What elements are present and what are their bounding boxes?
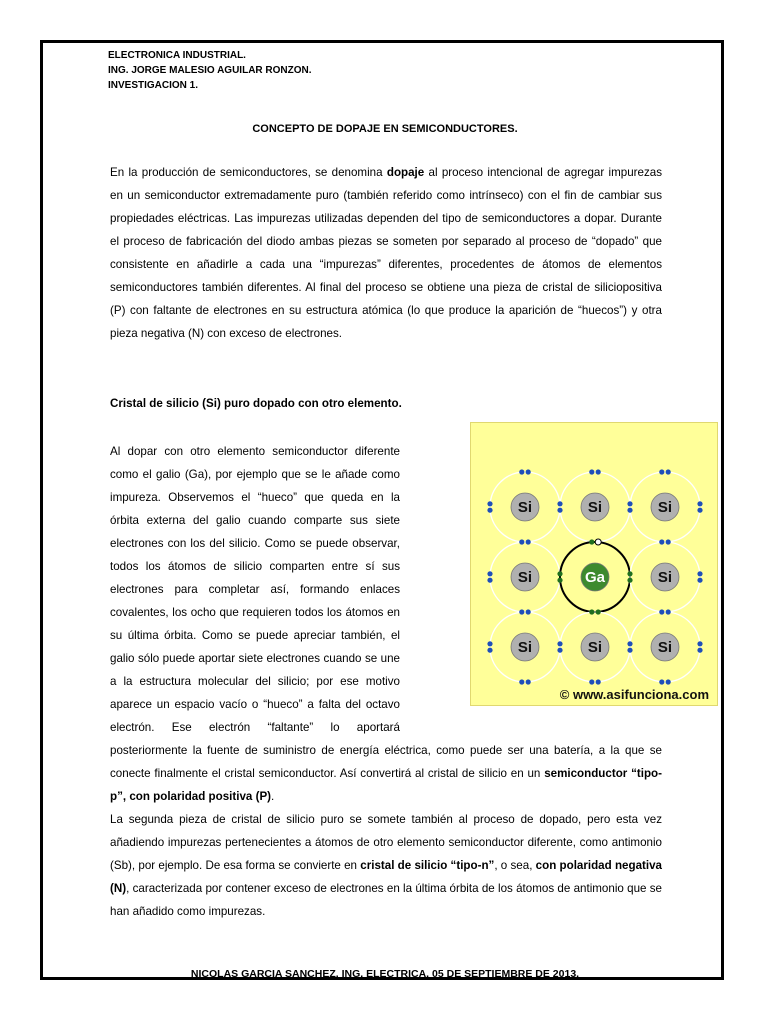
electron-pair [557,648,562,653]
document-title: CONCEPTO DE DOPAJE EN SEMICONDUCTORES. [252,123,518,135]
intro-bold-term: dopaje [386,166,425,179]
silicon-label: Si [657,499,673,516]
electron-pair [519,469,524,474]
silicon-label: Si [657,639,673,656]
silicon-label: Si [657,569,673,586]
electron-pair [526,469,531,474]
electron-pair [627,501,632,506]
silicon-lattice-figure [470,422,718,706]
electron-pair [519,679,524,684]
antimonio-text-mid: , o sea, [494,859,536,872]
ga-bond-electron-pair [589,609,594,614]
electron-pair [659,679,664,684]
ga-bond-electron-pair [596,609,601,614]
electron-pair [487,501,492,506]
galio-label: Ga [584,569,606,586]
intro-text-start: En la producción de semiconductores, se denomina [110,166,387,179]
galio-text: Al dopar con otro elemento semiconductor diferente como el galio (Ga), por ejemplo que se le añade como impureza. Observemos el “hueco” que queda en la órbita externa del galio cuando comparte sus siete electrones con los del silicio. Como se puede observar, todos los átomos de silicio comparten entre sí sus electrones para completar así, formando enlaces covalentes, los ocho que requieren todos los átomos en su última órbita. Como se puede apreciar también, el galio sólo puede aportar siete electrones cuando se une a la estructura molecular del silicio; por ese motivo aparece un espacio vacío o “hueco” a falta del octavo electrón. Ese electrón “faltante” lo aportará posteriormente la fuente de suministro de energía eléctrica, como puede ser una batería, a la que se conecte finalmente el cristal semiconductor. Así convertirá al cristal de silicio en un [110,445,662,780]
hole-marker [595,539,601,545]
antimonio-text-end: , caracterizada por contener exceso de electrones en la última órbita de los átomos de antimonio que se han añadido como impurezas. [110,882,662,918]
paragraph-doping-antimonio [110,808,662,923]
electron-pair [659,469,664,474]
antimonio-bold-type-n: cristal de silicio “tipo-n” [360,859,495,872]
silicon-label: Si [587,639,603,656]
ga-bond-electron-pair [557,571,562,576]
ga-bond-electron-pair [557,578,562,583]
electron-pair [666,539,671,544]
electron-pair [596,469,601,474]
electron-pair [666,609,671,614]
electron-pair [666,679,671,684]
electron-pair [697,578,702,583]
galio-text-end: . [271,790,275,803]
header-instructor: ING. JORGE MALESIO AGUILAR RONZON. [108,65,312,76]
electron-pair [666,469,671,474]
electron-pair [659,609,664,614]
electron-pair [589,679,594,684]
copyright-watermark: © www.asifunciona.com [559,687,709,702]
silicon-label: Si [517,569,533,586]
electron-pair [596,679,601,684]
electron-pair [487,578,492,583]
header-course: ELECTRONICA INDUSTRIAL. [108,50,246,61]
electron-pair [526,679,531,684]
document-footer: NICOLAS GARCIA SANCHEZ. ING. ELECTRICA. 05 DE SEPTIEMBRE DE 2013. [190,968,580,980]
electron-pair [526,609,531,614]
electron-pair [697,571,702,576]
antimonio-bold-polarity: con polaridad negativa (N) [110,859,662,895]
electron-pair [627,648,632,653]
antimonio-text-start: La segunda pieza de cristal de silicio puro se somete también al proceso de dopado, pero esta vez añadiendo impurezas pertenecientes a átomos de otro elemento semiconductor diferente, como antimonio (Sb), por ejemplo. De esa forma se convierte en [110,813,662,872]
silicon-lattice-diagram [471,423,717,705]
electron-pair [697,641,702,646]
electron-pair [627,508,632,513]
electron-pair [519,609,524,614]
ga-bond-electron [589,539,594,544]
galio-bold-conclusion: semiconductor “tipo-p”, con polaridad positiva (P) [110,767,662,803]
electron-pair [487,508,492,513]
paragraph-intro [110,161,662,345]
electron-pair [526,539,531,544]
electron-pair [627,641,632,646]
silicon-label: Si [587,499,603,516]
electron-pair [697,501,702,506]
electron-pair [487,641,492,646]
electron-pair [487,648,492,653]
electron-pair [487,571,492,576]
electron-pair [697,508,702,513]
electron-pair [589,469,594,474]
silicon-label: Si [517,499,533,516]
electron-pair [659,539,664,544]
silicon-label: Si [517,639,533,656]
electron-pair [557,641,562,646]
intro-text-rest: al proceso intencional de agregar impurezas en un semiconductor extremadamente puro (también referido como intrínseco) con el fin de cambiar sus propiedades eléctricas. Las impurezas utilizadas dependen del tipo de semiconductores a dopar. Durante el proceso de fabricación del diodo ambas piezas se someten por separado al proceso de “dopado” que consistente en añadirle a cada una “impurezas” diferentes, procedentes de átomos de elementos semiconductores también diferentes. Al final del proceso se obtiene una pieza de cristal de siliciopositiva (P) con faltante de electrones en su estructura atómica (lo que produce la aparición de “huecos”) y otra pieza negativa (N) con exceso de electrones. [110,166,662,340]
electron-pair [697,648,702,653]
ga-bond-electron-pair [627,571,632,576]
section-heading: Cristal de silicio (Si) puro dopado con otro elemento. [110,397,402,410]
electron-pair [557,501,562,506]
ga-bond-electron-pair [627,578,632,583]
electron-pair [557,508,562,513]
header-assignment: INVESTIGACION 1. [108,80,199,91]
electron-pair [519,539,524,544]
